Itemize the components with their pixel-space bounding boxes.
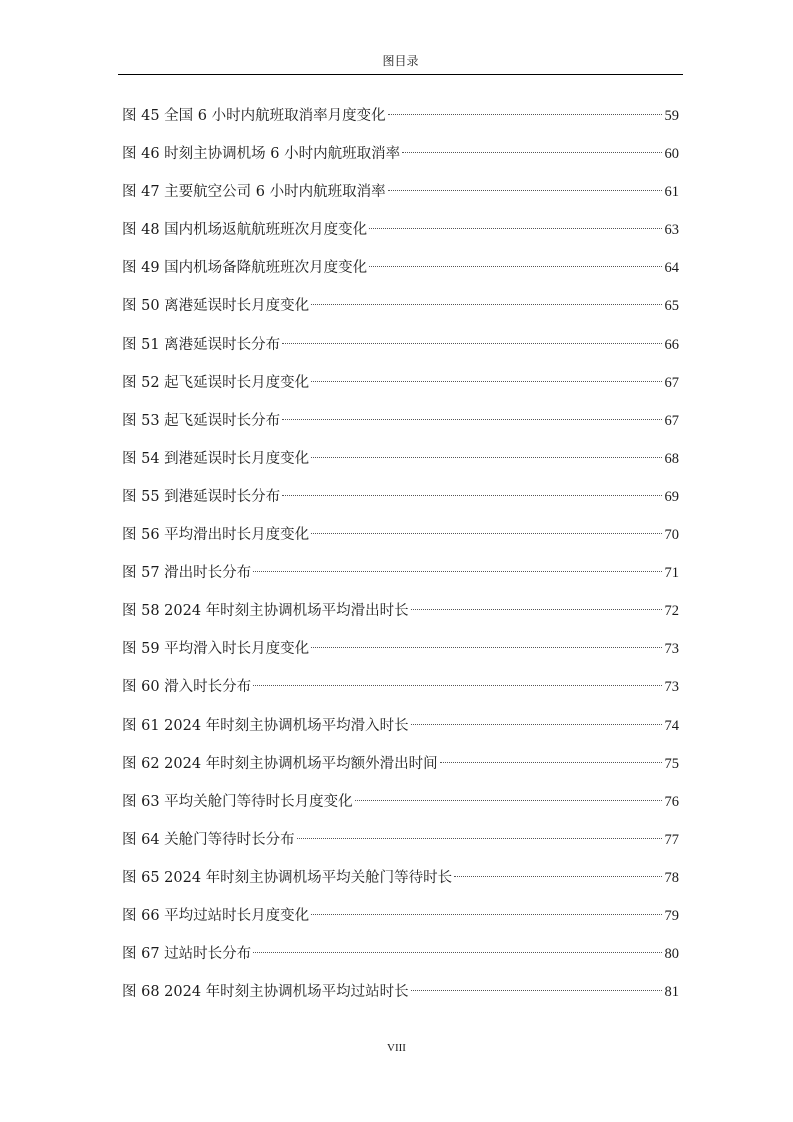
toc-entry-label: 图 65 2024 年时刻主协调机场平均关舱门等待时长 bbox=[122, 869, 453, 886]
dot-leader bbox=[282, 495, 661, 496]
toc-entry-label: 图 57 滑出时长分布 bbox=[122, 565, 252, 582]
toc-entry-label: 图 50 离港延误时长月度变化 bbox=[122, 298, 310, 315]
toc-entry-page-number: 66 bbox=[664, 336, 679, 353]
dot-leader bbox=[311, 304, 661, 305]
toc-entry-label: 图 49 国内机场备降航班班次月度变化 bbox=[122, 260, 368, 277]
toc-entry-label: 图 67 过站时长分布 bbox=[122, 946, 252, 963]
toc-entry-page-number: 67 bbox=[664, 412, 679, 429]
toc-entry[interactable] bbox=[122, 333, 679, 371]
toc-entry[interactable] bbox=[122, 561, 679, 599]
toc-entry[interactable] bbox=[122, 866, 679, 904]
dot-leader bbox=[311, 381, 661, 382]
toc-entry[interactable] bbox=[122, 828, 679, 866]
running-header bbox=[118, 52, 683, 75]
toc-entry[interactable] bbox=[122, 599, 679, 637]
dot-leader bbox=[311, 914, 661, 915]
toc-entry-label: 图 56 平均滑出时长月度变化 bbox=[122, 527, 310, 544]
toc-entry-label: 图 61 2024 年时刻主协调机场平均滑入时长 bbox=[122, 717, 409, 734]
toc-entry-page-number: 68 bbox=[664, 450, 679, 467]
toc-entry-label: 图 46 时刻主协调机场 6 小时内航班取消率 bbox=[122, 146, 401, 163]
dot-leader bbox=[253, 952, 661, 953]
dot-leader bbox=[311, 457, 661, 458]
toc-entry-page-number: 79 bbox=[664, 907, 679, 924]
figure-list bbox=[122, 104, 679, 1018]
dot-leader bbox=[297, 838, 662, 839]
toc-entry-label: 图 68 2024 年时刻主协调机场平均过站时长 bbox=[122, 984, 409, 1001]
toc-entry-page-number: 73 bbox=[664, 641, 679, 658]
toc-entry-page-number: 60 bbox=[664, 146, 679, 163]
dot-leader bbox=[388, 114, 662, 115]
dot-leader bbox=[411, 609, 662, 610]
toc-entry-label: 图 55 到港延误时长分布 bbox=[122, 488, 281, 505]
toc-entry-page-number: 71 bbox=[664, 565, 679, 582]
toc-entry-page-number: 77 bbox=[664, 831, 679, 848]
toc-entry[interactable] bbox=[122, 980, 679, 1018]
toc-entry-page-number: 73 bbox=[664, 679, 679, 696]
toc-entry[interactable] bbox=[122, 675, 679, 713]
toc-entry[interactable] bbox=[122, 104, 679, 142]
dot-leader bbox=[311, 647, 661, 648]
toc-entry-page-number: 78 bbox=[664, 869, 679, 886]
toc-entry-page-number: 69 bbox=[664, 488, 679, 505]
toc-entry-page-number: 76 bbox=[664, 793, 679, 810]
toc-entry-page-number: 63 bbox=[664, 222, 679, 239]
dot-leader bbox=[282, 419, 661, 420]
dot-leader bbox=[369, 228, 661, 229]
dot-leader bbox=[311, 533, 661, 534]
toc-entry[interactable] bbox=[122, 180, 679, 218]
toc-entry[interactable] bbox=[122, 942, 679, 980]
toc-entry-label: 图 45 全国 6 小时内航班取消率月度变化 bbox=[122, 108, 386, 124]
toc-entry[interactable] bbox=[122, 218, 679, 256]
toc-entry-page-number: 64 bbox=[664, 260, 679, 277]
toc-entry[interactable] bbox=[122, 371, 679, 409]
toc-entry-label: 图 62 2024 年时刻主协调机场平均额外滑出时间 bbox=[122, 755, 438, 772]
toc-entry[interactable] bbox=[122, 752, 679, 790]
toc-entry[interactable] bbox=[122, 904, 679, 942]
page-footer bbox=[0, 1042, 793, 1054]
dot-leader bbox=[253, 571, 661, 572]
toc-entry-label: 图 64 关舱门等待时长分布 bbox=[122, 831, 295, 848]
dot-leader bbox=[253, 685, 661, 686]
toc-entry-label: 图 66 平均过站时长月度变化 bbox=[122, 907, 310, 924]
dot-leader bbox=[440, 762, 662, 763]
toc-entry-label: 图 53 起飞延误时长分布 bbox=[122, 412, 281, 429]
page-number: VIII bbox=[387, 1042, 406, 1054]
toc-entry-label: 图 54 到港延误时长月度变化 bbox=[122, 450, 310, 467]
toc-entry-label: 图 51 离港延误时长分布 bbox=[122, 336, 281, 353]
toc-entry-page-number: 81 bbox=[664, 984, 679, 1001]
toc-entry-label: 图 60 滑入时长分布 bbox=[122, 679, 252, 696]
toc-entry[interactable] bbox=[122, 523, 679, 561]
toc-entry-page-number: 65 bbox=[664, 298, 679, 315]
toc-entry-page-number: 61 bbox=[664, 184, 679, 201]
toc-entry[interactable] bbox=[122, 485, 679, 523]
toc-entry[interactable] bbox=[122, 256, 679, 294]
toc-entry-label: 图 52 起飞延误时长月度变化 bbox=[122, 374, 310, 391]
toc-entry-label: 图 47 主要航空公司 6 小时内航班取消率 bbox=[122, 184, 386, 201]
dot-leader bbox=[411, 724, 662, 725]
dot-leader bbox=[454, 876, 661, 877]
toc-entry-label: 图 48 国内机场返航航班班次月度变化 bbox=[122, 222, 368, 239]
toc-entry[interactable] bbox=[122, 447, 679, 485]
toc-entry[interactable] bbox=[122, 409, 679, 447]
dot-leader bbox=[369, 266, 661, 267]
dot-leader bbox=[355, 800, 662, 801]
toc-entry-page-number: 59 bbox=[664, 108, 679, 124]
toc-entry[interactable] bbox=[122, 142, 679, 180]
toc-entry-page-number: 72 bbox=[664, 603, 679, 620]
toc-entry[interactable] bbox=[122, 637, 679, 675]
toc-entry-page-number: 75 bbox=[664, 755, 679, 772]
dot-leader bbox=[411, 990, 662, 991]
toc-entry-page-number: 67 bbox=[664, 374, 679, 391]
toc-entry-page-number: 70 bbox=[664, 527, 679, 544]
dot-leader bbox=[388, 190, 662, 191]
toc-entry-label: 图 58 2024 年时刻主协调机场平均滑出时长 bbox=[122, 603, 409, 620]
toc-entry-page-number: 74 bbox=[664, 717, 679, 734]
toc-entry-label: 图 63 平均关舱门等待时长月度变化 bbox=[122, 793, 353, 810]
toc-entry-label: 图 59 平均滑入时长月度变化 bbox=[122, 641, 310, 658]
toc-entry-page-number: 80 bbox=[664, 946, 679, 963]
toc-entry[interactable] bbox=[122, 294, 679, 332]
dot-leader bbox=[282, 343, 661, 344]
header-title: 图目录 bbox=[382, 54, 419, 68]
toc-entry[interactable] bbox=[122, 714, 679, 752]
dot-leader bbox=[402, 152, 661, 153]
toc-entry[interactable] bbox=[122, 790, 679, 828]
